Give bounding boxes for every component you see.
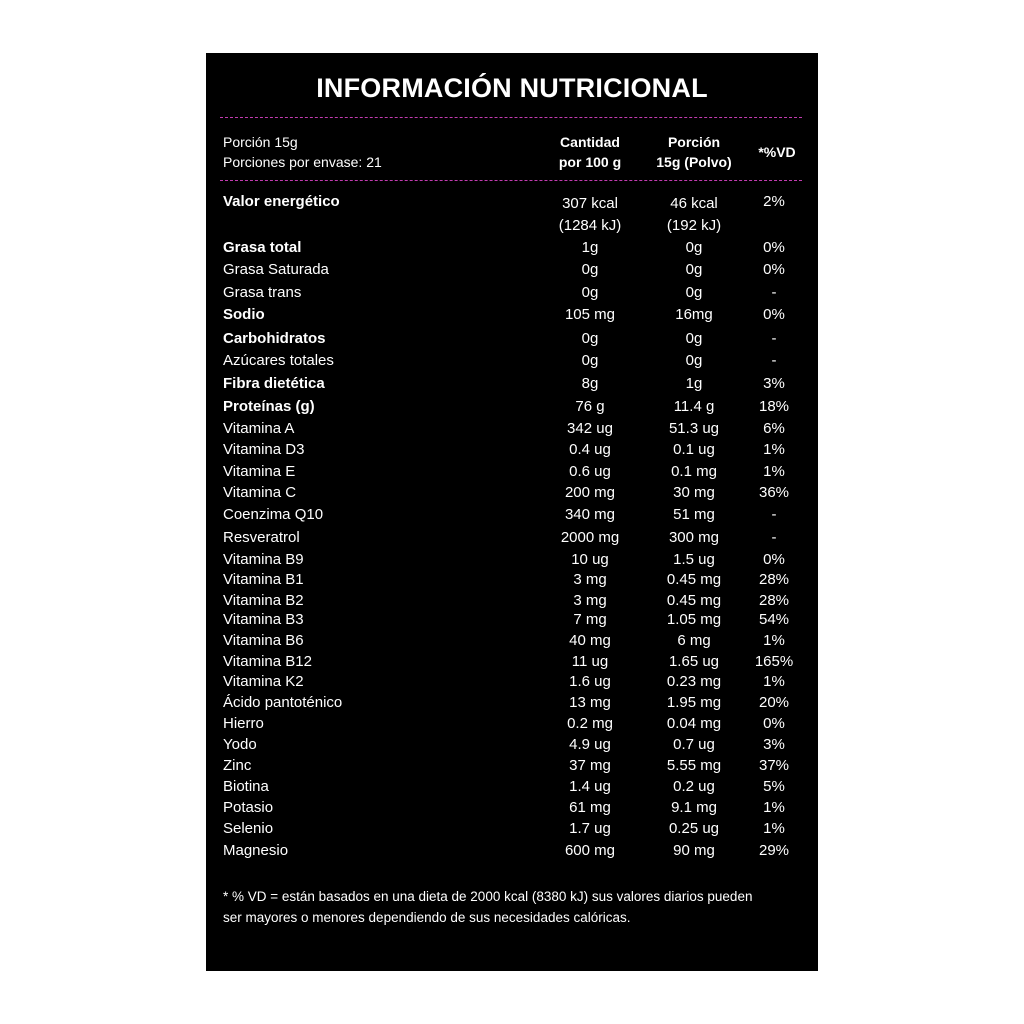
nutrient-name: Vitamina B12 <box>223 653 312 670</box>
amount-per-100g: 3 mg <box>573 592 607 609</box>
amount-per-100g: 37 mg <box>569 757 611 774</box>
daily-value-percent: 0% <box>763 715 785 732</box>
daily-value-percent: - <box>771 330 777 347</box>
daily-value-percent: - <box>771 529 777 546</box>
daily-value-percent: - <box>771 352 777 369</box>
amount-per-100g: 200 mg <box>564 484 616 501</box>
servings-per-container: Porciones por envase: 21 <box>223 154 382 170</box>
amount-per-100g: 3 mg <box>573 571 607 588</box>
amount-per-100g: 4.9 ug <box>569 736 611 753</box>
amount-per-100g: 1.6 ug <box>569 673 611 690</box>
nutrient-name: Vitamina B9 <box>223 551 304 568</box>
amount-per-portion: 11.4 g <box>673 398 715 415</box>
amount-per-100g: 105 mg <box>564 306 616 323</box>
amount-per-100g: 0g <box>581 261 599 278</box>
nutrient-name: Grasa trans <box>223 284 302 301</box>
amount-per-portion: 0.45 mg <box>666 592 722 609</box>
amount-per-portion: 1g <box>685 375 703 392</box>
nutrient-name: Potasio <box>223 799 274 816</box>
amount-per-portion: 0.45 mg <box>666 571 722 588</box>
nutrient-name: Resveratrol <box>223 529 300 546</box>
nutrition-label-panel <box>206 53 818 971</box>
daily-value-percent: 1% <box>763 799 785 816</box>
amount-per-portion: 0.1 mg <box>671 463 717 480</box>
amount-per-portion: 90 mg <box>673 842 715 859</box>
nutrient-name: Coenzima Q10 <box>223 506 324 523</box>
nutrient-name: Azúcares totales <box>223 352 334 369</box>
amount-per-portion: 6 mg <box>677 632 711 649</box>
daily-value-percent: 3% <box>763 736 785 753</box>
amount-per-portion: 0.1 ug <box>673 441 715 458</box>
amount-per-portion: 0.23 mg <box>666 673 722 690</box>
amount-per-portion: 1.05 mg <box>666 611 722 628</box>
daily-value-percent: - <box>771 506 777 523</box>
daily-value-percent: 1% <box>763 632 785 649</box>
amount-per-100g: 0.2 mg <box>567 715 613 732</box>
amount-per-portion: 16mg <box>675 306 713 323</box>
header-divider <box>220 180 802 181</box>
amount-per-portion: 0g <box>685 239 703 256</box>
nutrient-name: Vitamina B3 <box>223 611 304 628</box>
amount-per-100g: 600 mg <box>564 842 616 859</box>
daily-value-percent: 18% <box>758 398 790 415</box>
amount-per-portion: 1.5 ug <box>673 551 715 568</box>
daily-value-percent: 0% <box>763 306 785 323</box>
daily-value-percent: 0% <box>763 239 785 256</box>
nutrient-name: Zinc <box>223 757 252 774</box>
amount-per-100g: 61 mg <box>569 799 611 816</box>
amount-per-100g: 342 ug <box>567 420 613 437</box>
daily-value-percent: 0% <box>763 551 785 568</box>
nutrient-name: Vitamina E <box>223 463 296 480</box>
amount-per-100g: 1g <box>581 239 599 256</box>
amount-per-portion: 51.3 ug <box>668 420 720 437</box>
daily-value-percent: 5% <box>763 778 785 795</box>
amount-per-100g: 2000 mg <box>560 529 620 546</box>
amount-per-100g: 0g <box>581 352 599 369</box>
amount-per-portion: 9.1 mg <box>671 799 717 816</box>
label-title: INFORMACIÓN NUTRICIONAL <box>316 73 708 103</box>
serving-size: Porción 15g <box>223 134 298 150</box>
nutrient-name: Proteínas (g) <box>223 398 315 415</box>
amount-per-portion: 300 mg <box>668 529 720 546</box>
amount-per-100g: 76 g <box>575 398 605 415</box>
nutrient-name: Sodio <box>223 306 265 323</box>
column-header-per-100g: Cantidad por 100 g <box>558 134 622 170</box>
daily-value-percent: 54% <box>758 611 790 628</box>
column-header-vd: *%VD <box>758 144 796 160</box>
nutrient-name: Carbohidratos <box>223 330 326 347</box>
amount-per-100g: 13 mg <box>569 694 611 711</box>
amount-per-portion: 1.95 mg <box>666 694 722 711</box>
energy-per-100g: 307 kcal (1284 kJ) <box>558 195 622 234</box>
daily-value-percent: 28% <box>758 592 790 609</box>
nutrient-name: Vitamina C <box>223 484 297 501</box>
nutrient-name: Ácido pantoténico <box>223 694 343 711</box>
nutrient-name: Vitamina K2 <box>223 673 304 690</box>
nutrient-name: Yodo <box>223 736 257 753</box>
amount-per-100g: 1.7 ug <box>569 820 611 837</box>
amount-per-portion: 5.55 mg <box>666 757 722 774</box>
top-divider <box>220 117 802 118</box>
amount-per-portion: 0.7 ug <box>673 736 715 753</box>
energy-per-portion: 46 kcal (192 kJ) <box>666 195 722 234</box>
nutrient-name: Vitamina B1 <box>223 571 304 588</box>
amount-per-portion: 0.04 mg <box>666 715 722 732</box>
daily-value-percent: 1% <box>763 673 785 690</box>
nutrient-name: Vitamina B6 <box>223 632 304 649</box>
amount-per-100g: 0.6 ug <box>569 463 611 480</box>
daily-value-percent: 1% <box>763 820 785 837</box>
amount-per-portion: 0.25 ug <box>668 820 720 837</box>
nutrient-name: Vitamina D3 <box>223 441 305 458</box>
amount-per-portion: 0.2 ug <box>673 778 715 795</box>
daily-value-percent: 29% <box>758 842 790 859</box>
amount-per-100g: 0.4 ug <box>569 441 611 458</box>
amount-per-portion: 0g <box>685 352 703 369</box>
nutrient-name: Hierro <box>223 715 264 732</box>
amount-per-100g: 0g <box>581 284 599 301</box>
amount-per-portion: 30 mg <box>673 484 715 501</box>
amount-per-100g: 40 mg <box>569 632 611 649</box>
daily-value-percent: 1% <box>763 441 785 458</box>
amount-per-portion: 0g <box>685 330 703 347</box>
daily-value-percent: 0% <box>763 261 785 278</box>
amount-per-portion: 51 mg <box>673 506 715 523</box>
nutrient-name: Magnesio <box>223 842 289 859</box>
daily-value-percent: 36% <box>758 484 790 501</box>
nutrient-name: Grasa Saturada <box>223 261 329 278</box>
amount-per-portion: 0g <box>685 261 703 278</box>
nutrient-name: Grasa total <box>223 239 302 256</box>
daily-value-percent: 37% <box>758 757 790 774</box>
amount-per-100g: 1.4 ug <box>569 778 611 795</box>
amount-per-portion: 0g <box>685 284 703 301</box>
daily-value-percent: - <box>771 284 777 301</box>
amount-per-100g: 11 ug <box>571 653 609 670</box>
daily-value-percent: 1% <box>763 463 785 480</box>
column-header-portion: Porción 15g (Polvo) <box>656 134 732 170</box>
nutrient-name: Valor energético <box>223 193 340 210</box>
amount-per-100g: 10 ug <box>571 551 609 568</box>
nutrient-name: Vitamina A <box>223 420 295 437</box>
daily-value-percent: 6% <box>763 420 785 437</box>
amount-per-100g: 8g <box>581 375 599 392</box>
daily-value-percent: 165% <box>754 653 794 670</box>
daily-value-percent: 28% <box>758 571 790 588</box>
amount-per-100g: 0g <box>581 330 599 347</box>
daily-value-percent: 20% <box>758 694 790 711</box>
nutrient-name: Biotina <box>223 778 269 795</box>
energy-vd: 2% <box>763 193 785 210</box>
amount-per-100g: 7 mg <box>573 611 607 628</box>
amount-per-100g: 340 mg <box>564 506 616 523</box>
nutrient-name: Selenio <box>223 820 274 837</box>
nutrient-name: Vitamina B2 <box>223 592 304 609</box>
serving-info <box>223 132 382 172</box>
footnote: * % VD = están basados en una dieta de 2000 kcal (8380 kJ) sus valores diarios pueden ser mayores o menores dependiendo de sus necesidades calóricas. <box>223 889 753 925</box>
amount-per-portion: 1.65 ug <box>668 653 720 670</box>
daily-value-percent: 3% <box>763 375 785 392</box>
nutrient-name: Fibra dietética <box>223 375 325 392</box>
